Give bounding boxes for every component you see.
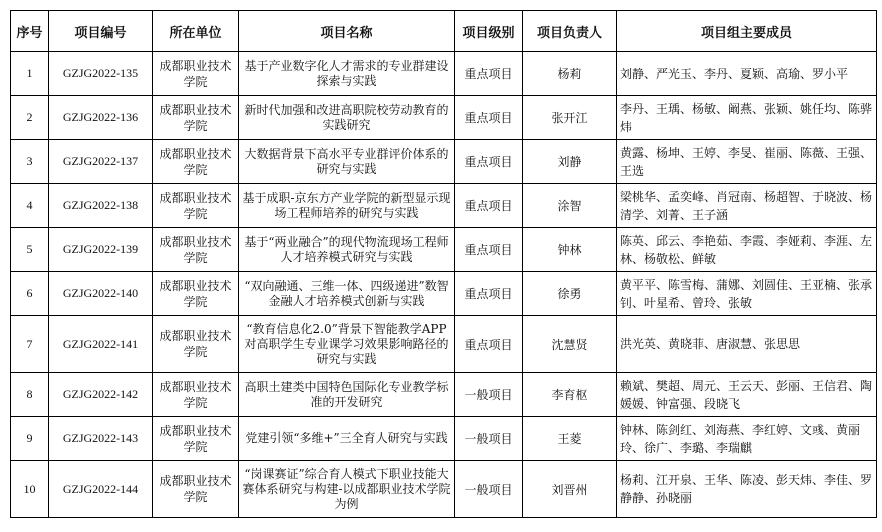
row-index: 3: [11, 140, 49, 184]
table-row: [11, 140, 877, 184]
project-level: 重点项目: [455, 140, 523, 184]
project-unit: 成都职业技术学院: [153, 373, 239, 417]
project-unit: 成都职业技术学院: [153, 52, 239, 96]
project-name: “双向融通、三维一体、四级递进”数智金融人才培养模式创新与实践: [239, 272, 455, 316]
header-code: 项目编号: [49, 11, 153, 52]
header-name: 项目名称: [239, 11, 455, 52]
project-code: GZJG2022-142: [49, 373, 153, 417]
project-unit: 成都职业技术学院: [153, 96, 239, 140]
project-lead: 徐勇: [523, 272, 617, 316]
table-row: [11, 228, 877, 272]
row-index: 9: [11, 417, 49, 461]
row-index: 1: [11, 52, 49, 96]
project-code: GZJG2022-140: [49, 272, 153, 316]
project-members: 赖斌、樊超、周元、王云天、彭丽、王信君、陶媛媛、钟富强、段晓飞: [617, 373, 877, 417]
project-unit: 成都职业技术学院: [153, 272, 239, 316]
project-level: 一般项目: [455, 417, 523, 461]
project-members: 黄平平、陈雪梅、蒲娜、刘圆佳、王亚楠、张承钊、叶星希、曾玲、张敏: [617, 272, 877, 316]
project-members: 刘静、严光玉、李丹、夏颖、高瑜、罗小平: [617, 52, 877, 96]
project-level: 一般项目: [455, 461, 523, 518]
project-lead: 王菱: [523, 417, 617, 461]
project-name: 高职土建类中国特色国际化专业教学标准的开发研究: [239, 373, 455, 417]
project-lead: 涂智: [523, 184, 617, 228]
row-index: 4: [11, 184, 49, 228]
project-members: 梁桃华、孟奕峰、肖冠南、杨超智、于晓波、杨清学、刘菁、王子涵: [617, 184, 877, 228]
header-unit: 所在单位: [153, 11, 239, 52]
project-level: 重点项目: [455, 184, 523, 228]
project-code: GZJG2022-141: [49, 316, 153, 373]
table-row: [11, 373, 877, 417]
project-members: 洪光英、黄晓菲、唐淑慧、张思思: [617, 316, 877, 373]
project-lead: 钟林: [523, 228, 617, 272]
table-row: [11, 461, 877, 518]
row-index: 6: [11, 272, 49, 316]
project-name: 基于产业数字化人才需求的专业群建设探索与实践: [239, 52, 455, 96]
project-lead: 沈慧贤: [523, 316, 617, 373]
row-index: 2: [11, 96, 49, 140]
project-name: 基于“两业融合”的现代物流现场工程师人才培养模式研究与实践: [239, 228, 455, 272]
project-name: “教育信息化2.0”背景下智能教学APP对高职学生专业课学习效果影响路径的研究与实践: [239, 316, 455, 373]
project-unit: 成都职业技术学院: [153, 140, 239, 184]
project-code: GZJG2022-136: [49, 96, 153, 140]
table-row: [11, 52, 877, 96]
project-unit: 成都职业技术学院: [153, 461, 239, 518]
project-code: GZJG2022-144: [49, 461, 153, 518]
project-name: 党建引领“多维+”三全育人研究与实践: [239, 417, 455, 461]
header-lead: 项目负责人: [523, 11, 617, 52]
project-code: GZJG2022-135: [49, 52, 153, 96]
row-index: 10: [11, 461, 49, 518]
table-row: [11, 417, 877, 461]
row-index: 5: [11, 228, 49, 272]
project-unit: 成都职业技术学院: [153, 228, 239, 272]
project-level: 重点项目: [455, 316, 523, 373]
row-index: 8: [11, 373, 49, 417]
project-level: 重点项目: [455, 228, 523, 272]
table-row: [11, 316, 877, 373]
project-members: 钟林、陈剑红、刘海燕、李红婷、文彧、黄丽玲、徐广、李璐、李瑞麒: [617, 417, 877, 461]
projects-table: [10, 10, 877, 518]
project-lead: 刘晋州: [523, 461, 617, 518]
project-level: 一般项目: [455, 373, 523, 417]
project-unit: 成都职业技术学院: [153, 316, 239, 373]
header-members: 项目组主要成员: [617, 11, 877, 52]
project-level: 重点项目: [455, 272, 523, 316]
table-row: [11, 184, 877, 228]
row-index: 7: [11, 316, 49, 373]
project-lead: 杨莉: [523, 52, 617, 96]
project-members: 黄露、杨坤、王婷、李旻、崔丽、陈薇、王强、王选: [617, 140, 877, 184]
project-unit: 成都职业技术学院: [153, 184, 239, 228]
project-name: 基于成职-京东方产业学院的新型显示现场工程师培养的研究与实践: [239, 184, 455, 228]
project-level: 重点项目: [455, 52, 523, 96]
table-row: [11, 96, 877, 140]
header-index: 序号: [11, 11, 49, 52]
header-level: 项目级别: [455, 11, 523, 52]
project-name: “岗课赛证”综合育人模式下职业技能大赛体系研究与构建-以成都职业技术学院为例: [239, 461, 455, 518]
project-code: GZJG2022-139: [49, 228, 153, 272]
project-lead: 李育枢: [523, 373, 617, 417]
project-members: 杨莉、江开泉、王华、陈凌、彭天炜、李佳、罗静静、孙晓丽: [617, 461, 877, 518]
project-code: GZJG2022-143: [49, 417, 153, 461]
header-row: [11, 11, 877, 52]
project-members: 李丹、王瑀、杨敏、阚燕、张颖、姚任均、陈骅炜: [617, 96, 877, 140]
project-unit: 成都职业技术学院: [153, 417, 239, 461]
project-name: 新时代加强和改进高职院校劳动教育的实践研究: [239, 96, 455, 140]
project-name: 大数据背景下高水平专业群评价体系的研究与实践: [239, 140, 455, 184]
project-code: GZJG2022-137: [49, 140, 153, 184]
project-lead: 刘静: [523, 140, 617, 184]
project-code: GZJG2022-138: [49, 184, 153, 228]
table-row: [11, 272, 877, 316]
project-level: 重点项目: [455, 96, 523, 140]
project-members: 陈英、邱云、李艳茹、李霞、李娅莉、李涯、左林、杨敬松、鲜敏: [617, 228, 877, 272]
project-lead: 张开江: [523, 96, 617, 140]
